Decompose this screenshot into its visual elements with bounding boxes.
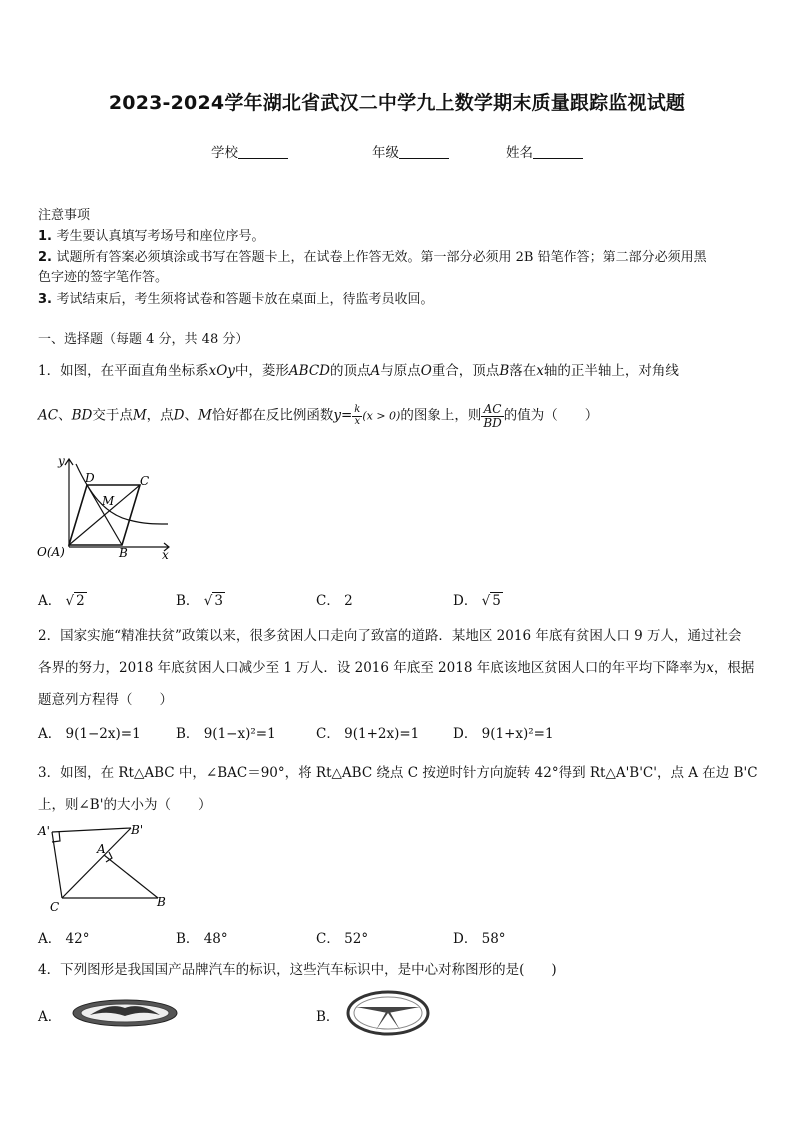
q3-line2: 上，则∠B'的大小为（ ） — [38, 797, 212, 813]
q1-figure — [34, 452, 174, 562]
q3-figure — [34, 818, 174, 914]
grade-blank[interactable] — [399, 145, 449, 159]
k-over-x-fraction: $\frac{k}{x}$ — [354, 404, 361, 427]
fig1-y-label: y — [58, 454, 65, 468]
q4-option-a-logo — [70, 996, 180, 1030]
name-blank[interactable] — [533, 145, 583, 159]
exam-title: 2023-2024学年湖北省武汉二中学九上数学期末质量跟踪监视试题 — [108, 92, 686, 114]
q1-line1: 1．如图，在平面直角坐标系xOy中，菱形ABCD的顶点A与原点O重合，顶点B落在x轴的正半轴上，对角线 — [38, 363, 679, 379]
fig3-a1-label: A' — [38, 824, 50, 838]
q1-option-d[interactable]: D． √ 5 — [453, 593, 501, 609]
fig1-b-label: B — [119, 546, 128, 560]
logo-b-star-top — [356, 1007, 420, 1013]
q3-line1: 3．如图，在 Rt△ABC 中，∠BAC＝90°，将 Rt△ABC 绕点 C 按逆时针方向旋转 42°得到 Rt△A'B'C'，点 A 在边 B'C — [38, 765, 758, 781]
fig3-b1-label: B' — [131, 823, 144, 837]
fig3-b-label: B — [157, 895, 166, 909]
sqrt-symbol: √ 5 — [481, 593, 501, 609]
segment-a1b1 — [52, 828, 131, 832]
q1-line2: AC、BD交于点M，点D、M恰好都在反比例函数y= $\frac{k}{x}$ (x > 0)的图象上，则 $\frac{AC}{BD}$ 的值为（ ） — [38, 402, 599, 430]
q2-line2: 各界的努力，2018 年底贫困人口减少至 1 万人．设 2016 年底至 2018 年底该地区贫困人口的年平均下降率为x，根据 — [38, 660, 755, 676]
note-2-cont: 色字迹的签字笔作答。 — [38, 270, 169, 285]
q2-option-a[interactable]: A． 9(1−2x)=1 — [38, 726, 141, 742]
school-label: 学校 — [211, 145, 238, 161]
q4-line1: 4．下列图形是我国国产品牌汽车的标识，这些汽车标识中，是中心对称图形的是( ) — [38, 962, 557, 978]
q3-option-d[interactable]: D． 58° — [453, 931, 506, 947]
q1-option-a[interactable]: A． √ 2 — [38, 593, 85, 609]
name-field[interactable] — [506, 141, 583, 161]
fig1-c-label: C — [140, 474, 150, 488]
name-label: 姓名 — [506, 145, 533, 161]
segment-cb1 — [62, 828, 131, 898]
q2-line1: 2．国家实施“精准扶贫”政策以来，很多贫困人口走向了致富的道路．某地区 2016 年底有贫困人口 9 万人，通过社会 — [38, 628, 742, 644]
q2-option-d[interactable]: D． 9(1+x)²=1 — [453, 726, 554, 742]
q1-option-b[interactable]: B． √ 3 — [176, 593, 223, 609]
ac-over-bd-fraction: $\frac{AC}{BD}$ — [483, 402, 502, 430]
fig3-a-label: A — [97, 842, 106, 856]
note-2: 2. 试题所有答案必须填涂或书写在答题卡上，在试卷上作答无效。第一部分必须用 2B 铅笔作答；第二部分必须用黑 — [38, 250, 707, 265]
fig1-d-label: D — [85, 471, 95, 485]
fig3-c-label: C — [50, 900, 60, 914]
q2-option-c[interactable]: C． 9(1+2x)=1 — [316, 726, 420, 742]
school-blank[interactable] — [238, 145, 288, 159]
sqrt-symbol: √ 2 — [65, 593, 85, 609]
note-3: 3. 考试结束后，考生须将试卷和答题卡放在桌面上，待监考员收回。 — [38, 292, 434, 307]
q1-option-c[interactable]: C． 2 — [316, 593, 353, 609]
q4-option-a[interactable]: A． — [38, 1009, 62, 1025]
note-1: 1. 考生要认真填写考场号和座位序号。 — [38, 229, 265, 244]
fig1-x-label: x — [162, 548, 169, 562]
logo-b-star-left — [376, 1012, 388, 1030]
q3-option-a[interactable]: A． 42° — [38, 931, 90, 947]
sqrt-symbol: √ 3 — [203, 593, 223, 609]
grade-label: 年级 — [372, 145, 399, 161]
q4-option-b-logo — [346, 990, 430, 1036]
q2-option-b[interactable]: B． 9(1−x)²=1 — [176, 726, 276, 742]
q3-option-b[interactable]: B． 48° — [176, 931, 228, 947]
logo-b-star-right — [388, 1012, 400, 1030]
segment-ab — [104, 855, 158, 898]
section-heading: 一、选择题（每题 4 分，共 48 分） — [38, 332, 249, 347]
q3-option-c[interactable]: C． 52° — [316, 931, 369, 947]
fig1-m-label: M — [102, 494, 115, 508]
q2-line3: 题意列方程得（ ） — [38, 692, 173, 708]
grade-field[interactable] — [372, 141, 449, 161]
q4-option-b[interactable]: B． — [316, 1009, 340, 1025]
school-field[interactable] — [211, 141, 288, 161]
notes-heading: 注意事项 — [38, 208, 91, 223]
fig1-origin-label: O(A) — [37, 545, 65, 559]
